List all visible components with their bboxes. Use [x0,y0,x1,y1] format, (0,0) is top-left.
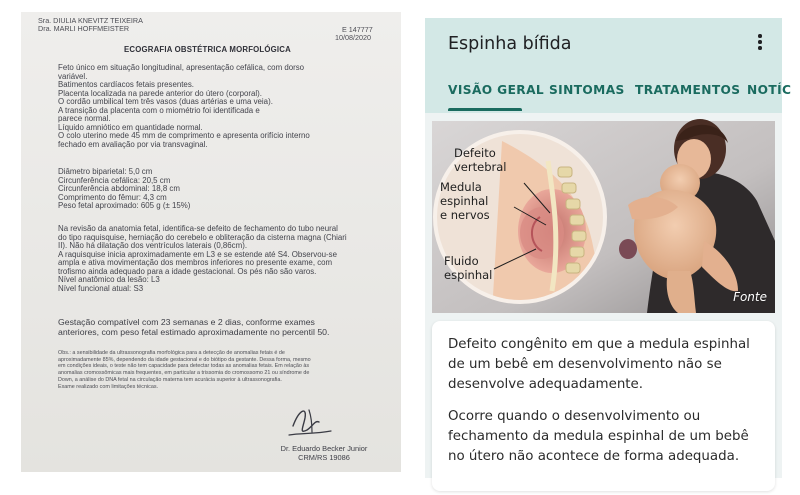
report-line: ampla e ativa movimentação dos membros inferiores no presente exame, com [58,258,333,267]
report-line: Nível funcional atual: S3 [58,283,144,293]
report-line: em condições ideais, o teste não tem capacidade para detectar todas as anomalias fetais. Em relação às [58,363,310,370]
report-line: Nível anatômico da lesão: L3 [58,275,160,284]
report-line: A raquisquise inicia aproximadamente em L3 e se estende até S4. Observou-se [58,249,337,259]
tab-bar [425,78,792,113]
illustration-card[interactable] [432,121,775,313]
conclusion-section [58,317,329,337]
tab-sintomas[interactable]: SINTOMAS [549,83,625,97]
description-paragraph-2: Ocorre quando o desenvolvimento ou fechamento da medula espinhal de um bebê no útero não acontece de forma adequada. [448,409,749,464]
tab-tratamentos[interactable]: TRATAMENTOS [635,83,741,97]
medical-report-photo [21,12,401,472]
description-paragraph-1: Defeito congênito em que a medula espinhal de um bebê em desenvolvimento não se desenvolve adequadamente. [448,337,750,392]
exam-date: 10/08/2020 [335,33,371,42]
tab-noticias[interactable]: NOTÍC [747,83,792,97]
report-line: anteriores, com peso fetal estimado aproximadamente no percentil 50. [58,327,330,337]
signature-mark [285,404,335,442]
tab-selected-indicator [448,108,522,111]
report-line: Diâmetro biparietal: 5,0 cm [58,167,153,176]
label-defect-2: vertebral [454,160,507,174]
label-cord-3: e nervos [440,208,490,222]
report-line: Gestação compatível com 23 semanas e 2 dias, conforme exames [58,317,315,327]
patient-name: Sra. DIULIA KNEVITZ TEIXEIRA [38,16,143,25]
signer-block [259,444,389,462]
image-source-link[interactable]: Fonte [733,290,767,304]
phone-screen [425,18,792,478]
report-line: A transição da placenta com o miométrio foi identificada e [58,105,260,115]
report-line: variável. [58,71,88,81]
label-fluid-1: Fluido [444,254,479,268]
report-line: fechado em avaliação por via transvaginal. [58,139,208,149]
report-line: anomalias cromossômicas mais frequentes, em particular a trissomia do cromossomo 21 ou síndrome de [58,370,310,377]
report-line: trofismo ainda adequado para a idade gestacional. Os pés não são varos. [58,266,317,276]
report-line: Placenta localizada na parede anterior do útero (corporal). [58,88,262,98]
spina-bifida-illustration [432,121,775,313]
report-line: II). Não há dilatação dos ventrículos laterais (0,86cm). [58,241,248,250]
findings-section [58,64,310,149]
report-line: do tipo raquisquise, herniação do cerebelo e obliteração da cisterna magna (Chiari [58,232,347,242]
report-line: Comprimento do fêmur: 4,3 cm [58,192,167,202]
report-line: O colo uterino mede 45 mm de comprimento e apresenta orifício interno [58,131,310,140]
report-title: ECOGRAFIA OBSTÉTRICA MORFOLÓGICA [124,45,291,54]
label-fluid-2: espinhal [444,268,493,282]
signer-crm: CRM/RS 19086 [298,453,350,462]
signer-name: Dr. Eduardo Becker Junior [280,444,368,453]
label-defect-1: Defeito [454,146,496,160]
anatomy-section [58,225,347,293]
report-line: Circunferência abdominal: 18,8 cm [58,184,180,193]
notes-section [58,350,311,390]
report-line: O cordão umbilical tem três vasos (duas artérias e uma veia). [58,97,273,106]
report-line: aproximadamente 85%, dependendo da idade gestacional e do biótipo da gestante. Dessa forma, mesmo [58,356,311,363]
label-cord-1: Medula [440,180,482,194]
report-line: Exame realizado com limitações técnicas. [58,383,159,390]
report-line: Na revisão da anatomia fetal, identifica-se defeito de fechamento do tubo neural [58,224,338,233]
report-line: Down, a análise do DNA fetal na circulação materna tem acurácia superior à ultrassonografia. [58,376,282,383]
app-title: Espinha bífida [448,34,572,54]
tab-visao-geral[interactable]: VISÃO GERAL [448,83,545,97]
referring-doctor: Dra. MARLI HOFFMEISTER [38,24,130,33]
label-cord-2: espinhal [440,194,489,208]
report-line: Peso fetal aproximado: 605 g (± 15%) [58,201,191,210]
more-vert-icon[interactable] [756,34,764,50]
report-line: Obs.: a sensibilidade da ultrassonografia morfológica para a detecção de anomalias fetais é de [58,350,285,356]
biometry-section [58,168,190,211]
report-line: Circunferência cefálica: 20,5 cm [58,175,171,185]
app-bar [425,18,792,113]
report-line: Feto único em situação longitudinal, apresentação cefálica, com dorso [58,63,305,72]
report-line: Batimentos cardíacos fetais presentes. [58,80,194,89]
report-line: parece normal. [58,114,111,123]
report-line: Líquido amniótico em quantidade normal. [58,122,203,132]
description-card [432,321,775,491]
exam-code: E 147777 [342,25,373,34]
